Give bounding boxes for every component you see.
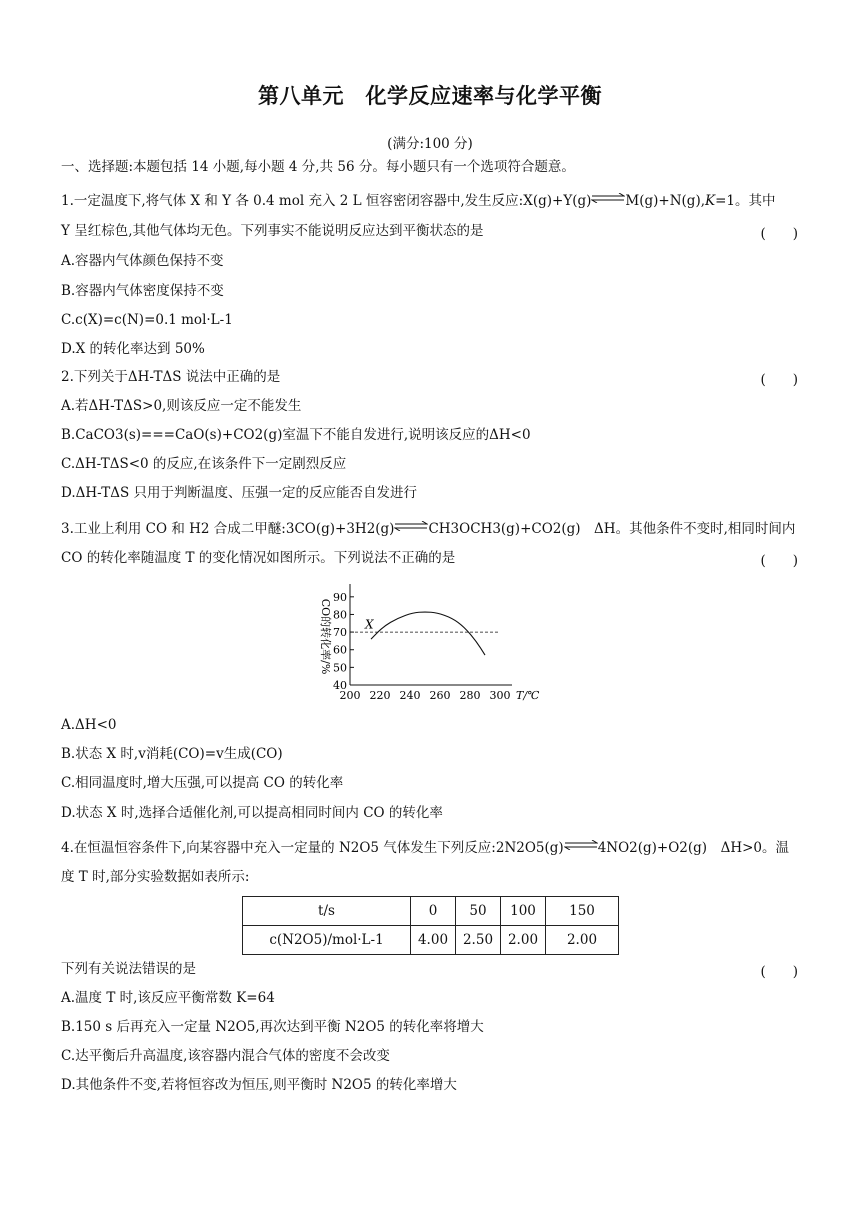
point-x-label: X: [365, 617, 374, 632]
equilibrium-arrow-icon: [591, 193, 625, 203]
table-header-cell: 100: [501, 897, 546, 926]
q3-option-d: D.状态 X 时,选择合适催化剂,可以提高相同时间内 CO 的转化率: [61, 805, 443, 821]
q4-stem-line2: 度 T 时,部分实验数据如表所示:: [61, 869, 250, 885]
q3-option-b: B.状态 X 时,v消耗(CO)=v生成(CO): [61, 746, 283, 762]
score-note: (满分:100 分): [387, 136, 473, 152]
q1-option-a: A.容器内气体颜色保持不变: [61, 253, 224, 269]
table-row-label: c(N2O5)/mol·L-1: [243, 926, 411, 955]
answer-blank[interactable]: ( ): [760, 964, 798, 980]
q3-option-c: C.相同温度时,增大压强,可以提高 CO 的转化率: [61, 775, 344, 791]
q3-stem-line2: CO 的转化率随温度 T 的变化情况如图所示。下列说法不正确的是: [61, 550, 456, 566]
page-title: 第八单元 化学反应速率与化学平衡: [258, 84, 602, 108]
table-cell: 2.50: [456, 926, 501, 955]
q1-stem-part1: 1.一定温度下,将气体 X 和 Y 各 0.4 mol 充入 2 L 恒容密闭容器中,发生反应:X(g)+Y(g): [61, 193, 592, 209]
answer-blank[interactable]: ( ): [760, 226, 798, 242]
q4-stem-part2: 4NO2(g)+O2(g) ΔH>0。温: [597, 840, 789, 856]
q1-option-d: D.X 的转化率达到 50%: [61, 341, 205, 357]
y-tick-label: 50: [333, 661, 347, 675]
x-tick-label: 220: [369, 689, 391, 702]
q4-option-d: D.其他条件不变,若将恒容改为恒压,则平衡时 N2O5 的转化率增大: [61, 1077, 457, 1093]
table-cell: 2.00: [501, 926, 546, 955]
q1-stem-k: K: [705, 193, 716, 209]
q1-stem-part3: =1。其中: [715, 193, 776, 209]
y-tick-label: 70: [333, 626, 347, 640]
q1-option-b: B.容器内气体密度保持不变: [61, 283, 224, 299]
table-row: [243, 926, 619, 955]
q1-option-c: C.c(X)=c(N)=0.1 mol·L-1: [61, 312, 233, 328]
q2-option-b: B.CaCO3(s)===CaO(s)+CO2(g)室温下不能自发进行,说明该反应的ΔH<0: [61, 427, 531, 443]
q3-option-a: A.ΔH<0: [61, 717, 117, 733]
series-line: [371, 612, 485, 655]
x-axis-label: T/℃: [516, 689, 540, 702]
q2-option-a: A.若ΔH-TΔS>0,则该反应一定不能发生: [61, 398, 302, 414]
table-cell: 4.00: [411, 926, 456, 955]
q4-option-a: A.温度 T 时,该反应平衡常数 K=64: [61, 990, 275, 1006]
x-tick-label: 240: [399, 689, 421, 702]
table-header-cell: t/s: [243, 897, 411, 926]
x-tick-label: 260: [429, 689, 451, 702]
x-tick-label: 280: [459, 689, 481, 702]
co-conversion-chart: [308, 580, 568, 710]
answer-blank[interactable]: ( ): [760, 372, 798, 388]
q4-stem: [61, 839, 789, 857]
section-heading: 一、选择题:本题包括 14 小题,每小题 4 分,共 56 分。每小题只有一个选项符合题意。: [61, 159, 575, 175]
q2-option-d: D.ΔH-TΔS 只用于判断温度、压强一定的反应能否自发进行: [61, 485, 418, 501]
q1-stem: [61, 192, 776, 210]
y-tick-label: 90: [333, 590, 347, 604]
q4-option-c: C.达平衡后升高温度,该容器内混合气体的密度不会改变: [61, 1048, 390, 1064]
table-cell: 2.00: [546, 926, 619, 955]
q3-stem-part1: 3.工业上利用 CO 和 H2 合成二甲醚:3CO(g)+3H2(g): [61, 521, 395, 537]
q4-stem-part1: 4.在恒温恒容条件下,向某容器中充入一定量的 N2O5 气体发生下列反应:2N2O5(g): [61, 840, 564, 856]
answer-blank[interactable]: ( ): [760, 553, 798, 569]
table-header-cell: 150: [546, 897, 619, 926]
q3-stem-part2: CH3OCH3(g)+CO2(g) ΔH。其他条件不变时,相同时间内: [428, 521, 796, 537]
y-axis-label: CO的转化率/%: [319, 598, 332, 675]
table-header-cell: 50: [456, 897, 501, 926]
equilibrium-arrow-icon: [394, 521, 428, 531]
y-tick-label: 60: [333, 643, 347, 657]
q2-stem: 2.下列关于ΔH-TΔS 说法中正确的是: [61, 369, 281, 385]
x-tick-label: 300: [489, 689, 511, 702]
q3-stem: [61, 520, 795, 538]
q1-stem-part2: M(g)+N(g),: [625, 193, 705, 209]
y-tick-label: 80: [333, 608, 347, 622]
table-row: [243, 897, 619, 926]
q4-option-b: B.150 s 后再充入一定量 N2O5,再次达到平衡 N2O5 的转化率将增大: [61, 1019, 484, 1035]
q2-option-c: C.ΔH-TΔS<0 的反应,在该条件下一定剧烈反应: [61, 456, 347, 472]
q4-tail: 下列有关说法错误的是: [61, 961, 196, 977]
data-table: [242, 896, 619, 955]
equilibrium-arrow-icon: [564, 840, 598, 850]
q1-stem-line2: Y 呈红棕色,其他气体均无色。下列事实不能说明反应达到平衡状态的是: [61, 223, 484, 239]
y-tick-label: 40: [333, 679, 347, 692]
x-tick-label: 200: [339, 689, 361, 702]
table-header-cell: 0: [411, 897, 456, 926]
